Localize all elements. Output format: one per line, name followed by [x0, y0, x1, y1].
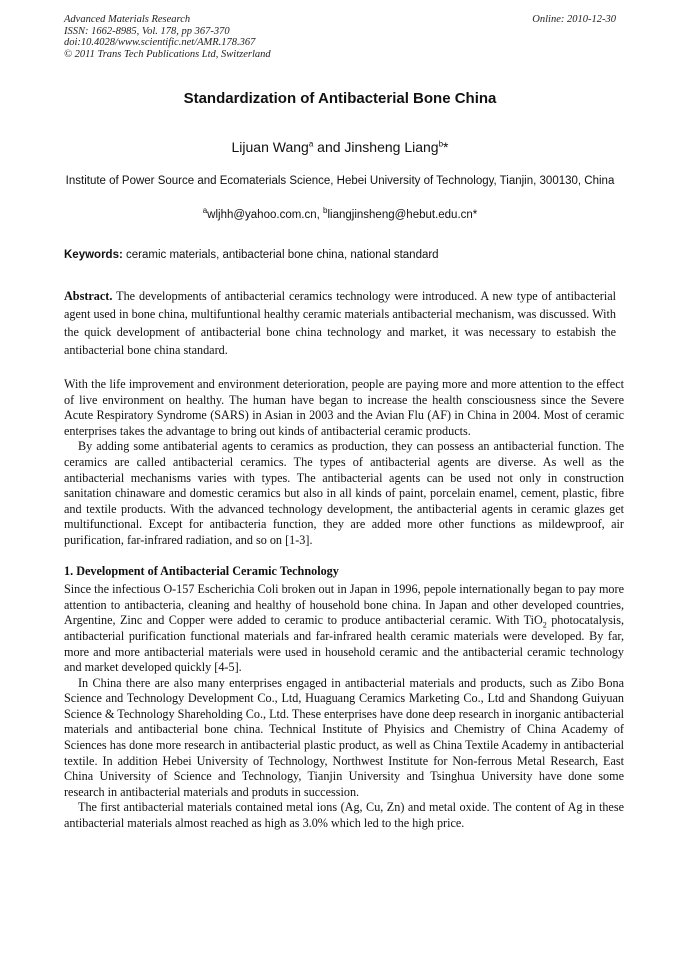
author-1-sup: a: [308, 139, 314, 149]
keywords-text: ceramic materials, antibacterial bone china, national standard: [122, 249, 439, 261]
paper-title: Standardization of Antibacterial Bone China: [183, 90, 497, 107]
section-1-paragraph-1-b: photocatalysis, antibacterial purification functional materials and far-infrared health ceramic materials were developed. By far, more and more antibacterial materials were used in household ceramic and the antibacterial ceramic technology and market developed quickly [4-5].: [64, 613, 624, 675]
issn-line: ISSN: 1662-8985, Vol. 178, pp 367-370: [64, 25, 230, 37]
author-line: [64, 139, 616, 155]
abstract-label: Abstract.: [64, 289, 113, 303]
corresponding-mark: *: [443, 139, 449, 155]
section-1-heading: 1. Development of Antibacterial Ceramic Technology: [64, 563, 339, 578]
author-2: Jinsheng Liang: [344, 139, 439, 155]
abstract: [64, 287, 616, 359]
email-b-sup: b: [323, 206, 328, 216]
intro-paragraph-1: With the life improvement and environment deterioration, people are paying more and more attention to the effect of live environment on healthy. The human have began to increase the health consciousness since the Severe Acute Respiratory Syndrome (SARS) in Asian in 2003 and the Avian Flu (AF) in China in 2004. Most of ceramic enterprises takes the advantage to bring out kinds of antibacterial ceramic products.: [64, 377, 624, 438]
journal-name: Advanced Materials Research: [64, 14, 191, 25]
section-1-paragraph-1: [64, 582, 624, 676]
online-date: Online: 2010-12-30: [532, 14, 616, 25]
author-and: and: [313, 139, 345, 155]
section-1-paragraph-3: The first antibacterial materials contained metal ions (Ag, Cu, Zn) and metal oxide. The content of Ag in these antibacterial materials almost reached as high as 3.0% which led to the high price.: [64, 800, 624, 831]
affiliation: Institute of Power Source and Ecomaterials Science, Hebei University of Technology, Tianjin, 300130, China: [65, 175, 615, 187]
section-1-paragraph-2: In China there are also many enterprises engaged in antibacterial materials and products, such as Zibo Bona Science and Technology Development Co., Ltd, Huaguang Ceramics Marketing Co., Ltd and Shandong Guiyuan Science & Technology Shareholding Co., Ltd. These enterprises have done deep research in inorganic antibacterial materials and antibacterial bone china. Technical Institute of Phyisics and Chemistry of China Academy of Sciences has done more research in antibacterial plastic product, as well as China Textile Academy in antibacterial textile. In addition Hebei University of Technology, Northwest Institute for Non-ferrous Metal Research, East China University of Science and Technology, Tianjin University and Tsinghua University have done some research in antibacterial materials and produts in succession.: [64, 675, 624, 799]
journal-header: [64, 14, 616, 60]
email-a: wljhh@yahoo.com.cn,: [207, 209, 324, 221]
doi-line: doi:10.4028/www.scientific.net/AMR.178.367: [64, 37, 256, 48]
email-line: [64, 206, 616, 221]
tio2-subscript: 2: [542, 620, 547, 630]
author-2-sup: b: [438, 139, 444, 149]
keywords: [64, 249, 616, 261]
intro-paragraph-2: By adding some antibaterial agents to ceramics as production, they can possess an antibacterial function. The ceramics are called antibacterial ceramics. The types of antibacterial agents are diverse. As well as the antibacterial mechanisms varies with types. The antibacterial agents can be used not only in construction sanitation chinaware and domestic ceramics but also in all kinds of paint, porcelain enamel, cement, plastic, fibre and textile products. With the advanced technology development, the antibacterial agents in ceramic glazes get multifunctional. Except for antibacteria function, they are added more other functions as mildewproof, air purification, far-infrared radiation, and so on [1-3].: [64, 439, 624, 547]
email-a-sup: a: [202, 206, 208, 216]
section-1-paragraph-1-a: Since the infectious O-157 Escherichia Coli broken out in Japan in 1996, pepole internationally began to pay more attention to antibacteria, cleaning and healthy of household bone china. In Japan and other developed countries, Argentine, Zinc and Copper were added to ceramic to produce antibacterial ceramic. With TiO: [64, 582, 624, 628]
copyright-line: © 2011 Trans Tech Publications Ltd, Switzerland: [64, 48, 271, 60]
body-text: [64, 377, 624, 832]
abstract-text: The developments of antibacterial ceramics technology were introduced. A new type of antibacterial agent used in bone china, multifuntional healthy ceramic materials antibacterial mechanism, was discussed. With the quick development of antibacterial bone china technology and market, it was necessary to estabish the antibacterial bone china standard.: [64, 289, 616, 357]
keywords-label: Keywords:: [64, 249, 123, 261]
email-b: liangjinsheng@hebut.edu.cn*: [327, 209, 478, 221]
author-1: Lijuan Wang: [231, 139, 309, 155]
